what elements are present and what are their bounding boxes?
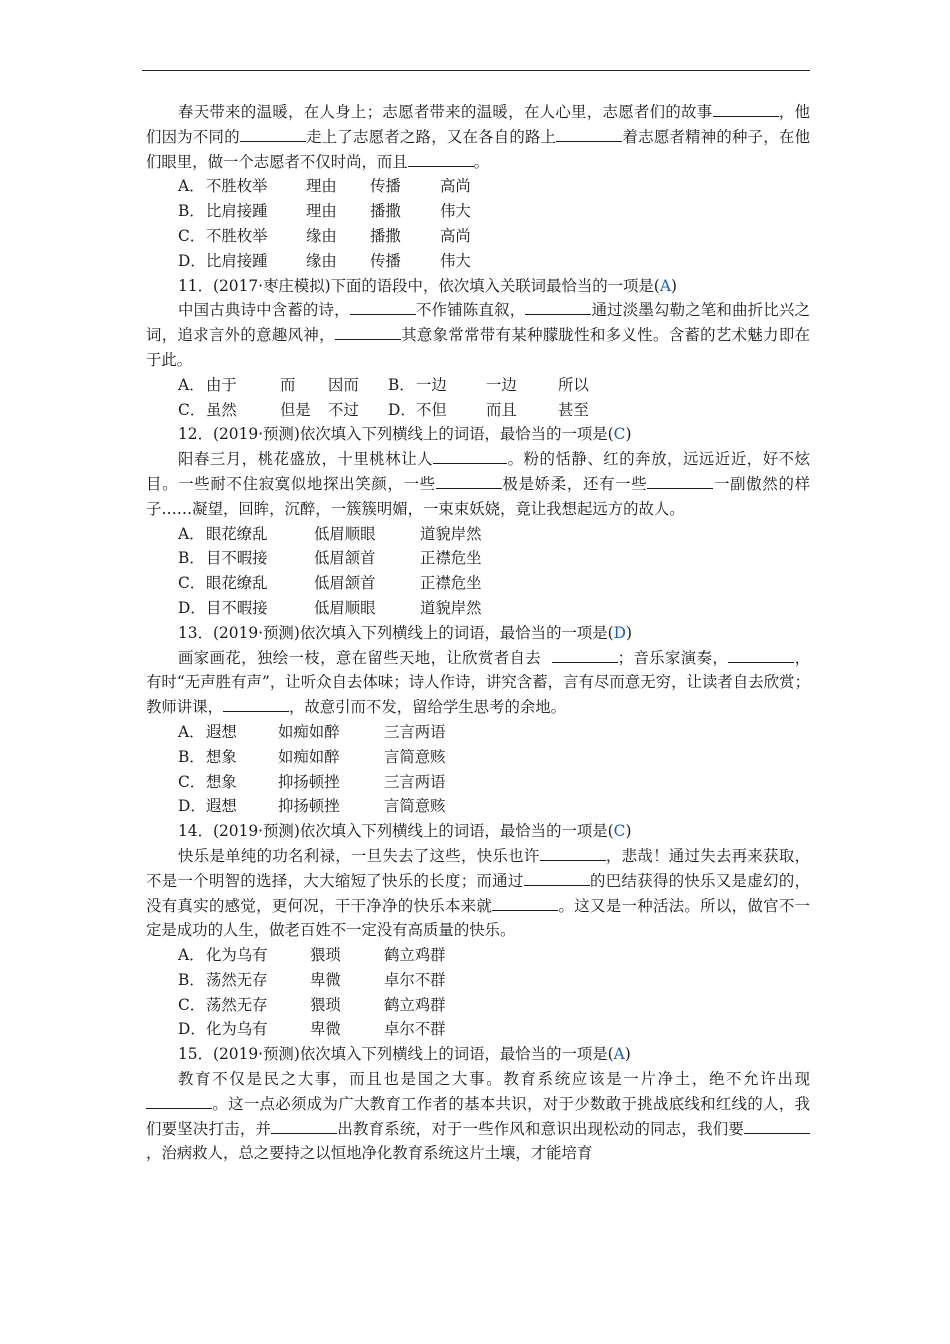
blank	[492, 896, 558, 911]
q12-stem: 12．(2019·预测)依次填入下列横线上的词语，最恰当的一项是(C)	[178, 425, 632, 444]
q15-passage: 教育不仅是民之大事，而且也是国之大事。教育系统应该是一片净土，绝不允许出现。这一点必须成为广大教育工作者的基本共识，对于少数敢于挑战底线和红线的人，我们要坚决打击，并 出教育系统，对于一些作风和意识出现松动的同志，我们要，治病救人，总之要持之以恒地净化教育系统这片土壤，才能培育	[146, 1070, 810, 1163]
q10-passage: 春天带来的温暖，在人身上；志愿者带来的温暖，在人心里，志愿者们的故事 ，他们因为不同的 走上了志愿者之路，又在各自的路上 着志愿者精神的种子，在他们眼里，做一个志愿者不仅时尚，而且 。	[146, 103, 810, 171]
q11-passage: 中国古典诗中含蓄的诗， 不作铺陈直叙， 通过淡墨勾勒之笔和曲折比兴之词，追求言外的意趣风神， 其意象常常带有某种朦胧性和多义性。含蓄的艺术魅力即在于此。	[146, 301, 810, 369]
q11-options-cd: C．虽然 但是 不过 D．不但 而且 甚至	[178, 400, 589, 419]
q14-option-b: B．荡然无存 卑微 卓尔不群	[178, 970, 446, 989]
blank	[408, 152, 474, 167]
header-rule	[142, 70, 810, 71]
blank	[223, 697, 289, 712]
q11-options-ab: A．由于 而 因而 B．一边 一边 所以	[178, 375, 589, 394]
blank	[552, 648, 618, 663]
q14-passage: 快乐是单纯的功名利禄，一旦失去了这些，快乐也许 ，悲哉！通过失去再来获取，不是一个明智的选择，大大缩短了快乐的长度；而通过 的巴结获得的快乐又是虚幻的，没有真实的感觉，更何况，干干净净的快乐本来就 。这又是一种活法。所以，做官不一定是成功的人生，做老百姓不一定没有高质量的快乐。	[146, 846, 810, 940]
q10-option-c: C．不胜枚举 缘由 播撒 高尚	[178, 226, 471, 245]
blank	[540, 846, 606, 861]
q15-answer: A	[613, 1045, 625, 1064]
blank	[240, 127, 306, 142]
blank	[713, 102, 779, 117]
blank	[524, 871, 590, 886]
q14-stem: 14．(2019·预测)依次填入下列横线上的词语，最恰当的一项是(C)	[178, 822, 632, 841]
q12-option-c: C．眼花缭乱 低眉颔首 正襟危坐	[178, 574, 482, 593]
blank	[436, 474, 502, 489]
q13-option-c: C．想象 抑扬顿挫 三言两语	[178, 772, 446, 791]
blank	[744, 1119, 810, 1134]
q13-option-d: D．遐想 抑扬顿挫 言简意赅	[178, 797, 446, 816]
q11-answer: A	[659, 276, 671, 295]
blank	[335, 325, 401, 340]
blank	[433, 449, 507, 464]
blank	[271, 1119, 337, 1134]
q13-answer: D	[613, 623, 626, 642]
q12-passage: 阳春三月，桃花盛放，十里桃林让人 。粉的恬静、红的奔放，远远近近，好不炫目。一些耐不住寂寞似地探出笑颜，一些 极是娇柔，还有一些 一副傲然的样子……凝望，回眸，沉醉，一簇簇明媚，一束束妖娆，竟让我想起远方的故人。	[146, 450, 810, 518]
blank	[525, 300, 591, 315]
q14-answer: C	[613, 822, 626, 841]
q13-passage: 画家画花，独绘一枝，意在留些天地，让欣赏者自去 ；音乐家演奏， ，有时“无声胜有声”，让听众自去体味；诗人作诗，讲究含蓄，言有尽而意无穷，让读者自去欣赏；教师讲课， ，故意引而不发，留给学生思考的余地。	[146, 648, 810, 717]
q12-option-b: B．目不暇接 低眉颔首 正襟危坐	[178, 549, 482, 568]
q14-option-d: D．化为乌有 卑微 卓尔不群	[178, 1020, 446, 1039]
blank	[728, 648, 794, 663]
q12-option-a: A．眼花缭乱 低眉顺眼 道貌岸然	[178, 524, 482, 543]
q13-stem: 13．(2019·预测)依次填入下列横线上的词语，最恰当的一项是(D)	[178, 623, 633, 642]
q12-option-d: D．目不暇接 低眉顺眼 道貌岸然	[178, 598, 482, 617]
q13-option-b: B．想象 如痴如醉 言简意赅	[178, 747, 446, 766]
blank	[350, 300, 416, 315]
q10-option-d: D．比肩接踵 缘由 传播 伟大	[178, 251, 471, 270]
q10-option-a: A．不胜枚举 理由 传播 高尚	[178, 177, 471, 196]
q15-stem: 15．(2019·预测)依次填入下列横线上的词语，最恰当的一项是(A)	[178, 1045, 631, 1064]
blank	[647, 474, 713, 489]
blank	[556, 127, 622, 142]
q14-option-a: A．化为乌有 猥琐 鹤立鸡群	[178, 946, 446, 965]
q12-answer: C	[613, 425, 626, 444]
q11-stem: 11．(2017·枣庄模拟)下面的语段中，依次填入关联词最恰当的一项是(A)	[178, 276, 677, 295]
q10-option-b: B．比肩接踵 理由 播撒 伟大	[178, 202, 471, 221]
blank	[146, 1094, 212, 1109]
q13-option-a: A．遐想 如痴如醉 三言两语	[178, 722, 446, 741]
q14-option-c: C．荡然无存 猥琐 鹤立鸡群	[178, 995, 446, 1014]
document-body	[146, 100, 810, 1166]
